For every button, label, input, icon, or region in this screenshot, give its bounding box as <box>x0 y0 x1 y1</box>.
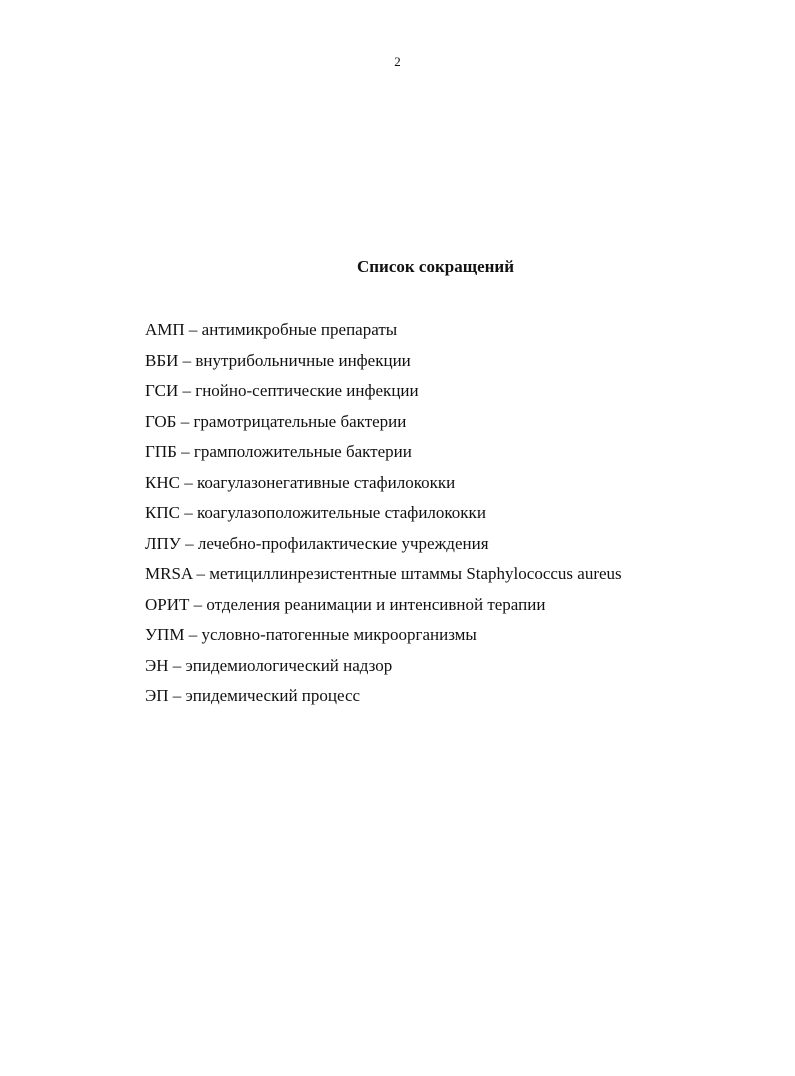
abbreviation-term: АМП <box>145 320 185 339</box>
separator: – <box>168 655 186 675</box>
abbreviation-meaning: отделения реанимации и интенсивной терапии <box>206 594 546 614</box>
separator: – <box>176 442 194 461</box>
abbreviation-item <box>145 498 622 529</box>
abbreviation-item <box>145 376 622 407</box>
abbreviation-term: ГОБ <box>145 411 177 431</box>
page-number: 2 <box>394 54 401 69</box>
abbreviation-term: ЭН <box>145 655 169 675</box>
abbreviation-meaning: коагулазонегативные стафилококки <box>196 472 456 492</box>
abbreviation-meaning: грамположительные бактерии <box>193 442 412 461</box>
separator: – <box>176 411 194 431</box>
abbreviation-term: УПМ <box>145 625 185 644</box>
abbreviation-term: MRSA <box>145 564 193 583</box>
separator: – <box>184 320 202 339</box>
abbreviation-meaning: гнойно-септические инфекции <box>195 381 419 400</box>
abbreviation-meaning: грамотрицательные бактерии <box>193 411 407 431</box>
abbreviation-item <box>145 437 622 468</box>
abbreviation-term: КПС <box>145 503 180 522</box>
abbreviation-meaning: метициллинрезистентные штаммы Staphylococcus aureus <box>209 564 622 583</box>
separator: – <box>189 594 207 614</box>
abbreviation-meaning: условно-патогенные микроорганизмы <box>201 625 477 644</box>
abbreviation-item <box>145 559 622 590</box>
abbreviation-meaning: коагулазоположительные стафилококки <box>196 503 486 522</box>
abbreviation-item <box>145 681 622 712</box>
abbreviation-list <box>145 315 622 712</box>
abbreviation-item <box>145 346 622 377</box>
abbreviation-term: ГСИ <box>145 381 179 400</box>
abbreviation-meaning: лечебно-профилактические учреждения <box>197 533 489 553</box>
separator: – <box>192 564 210 583</box>
abbreviation-term: ОРИТ <box>145 594 190 614</box>
abbreviation-term: ВБИ <box>145 350 179 370</box>
abbreviation-term: ГПБ <box>145 442 177 461</box>
abbreviation-term: ЭП <box>145 686 169 705</box>
abbreviation-meaning: антимикробные препараты <box>201 320 398 339</box>
separator: – <box>180 533 198 553</box>
abbreviation-item <box>145 468 622 499</box>
separator: – <box>184 625 202 644</box>
abbreviation-term: КНС <box>145 472 180 492</box>
separator: – <box>179 472 197 492</box>
separator: – <box>178 381 196 400</box>
abbreviation-meaning: эпидемиологический надзор <box>185 655 393 675</box>
abbreviation-item <box>145 651 622 682</box>
page-title: Список сокращений <box>356 257 515 276</box>
separator: – <box>179 503 197 522</box>
abbreviation-meaning: внутрибольничные инфекции <box>195 350 411 370</box>
abbreviation-item <box>145 620 622 651</box>
abbreviation-meaning: эпидемический процесс <box>185 686 361 705</box>
abbreviation-item <box>145 315 622 346</box>
abbreviation-term: ЛПУ <box>145 533 181 553</box>
separator: – <box>168 686 186 705</box>
abbreviation-item <box>145 529 622 560</box>
abbreviation-item <box>145 590 622 621</box>
separator: – <box>178 350 196 370</box>
abbreviation-item <box>145 407 622 438</box>
